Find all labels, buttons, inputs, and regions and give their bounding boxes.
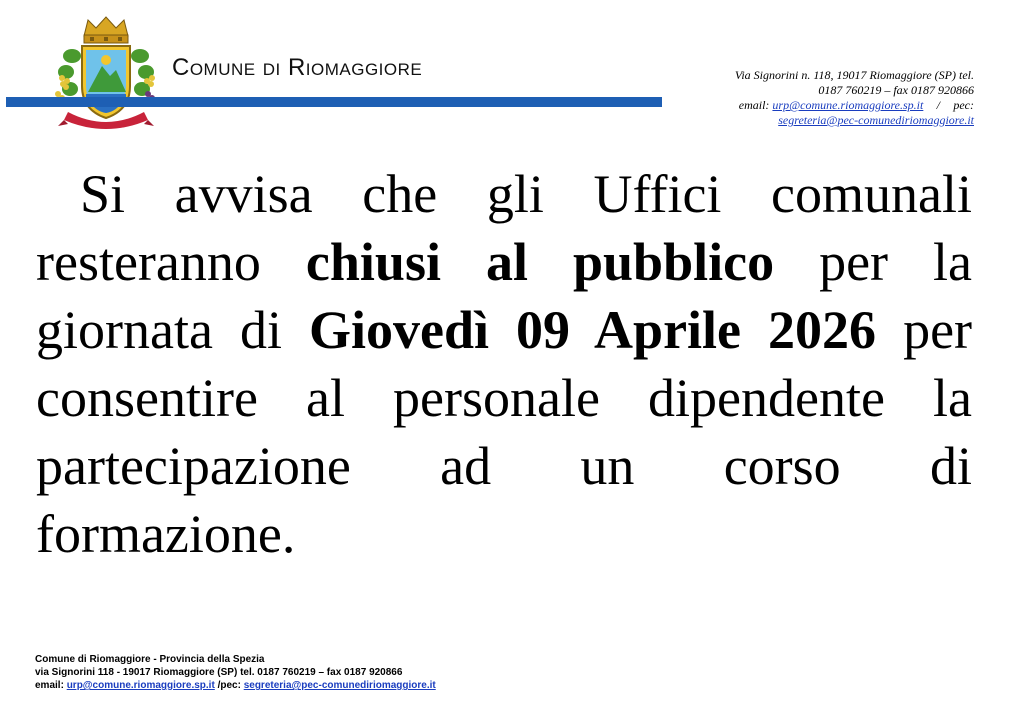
header-email-link[interactable]: urp@comune.riomaggiore.sp.it: [772, 98, 924, 112]
crown-icon: [84, 17, 128, 43]
notice-line-6: formazione.: [36, 504, 296, 564]
header-pec-row: [644, 113, 974, 128]
header-pec-label: pec:: [953, 98, 974, 112]
notice-emphasis-closed: chiusi al pubblico: [305, 232, 775, 292]
notice-text: per: [903, 300, 973, 360]
footer-email-link[interactable]: urp@comune.riomaggiore.sp.it: [66, 680, 215, 691]
header-email-row: [644, 98, 974, 113]
closure-notice: [36, 160, 972, 568]
notice-line-5: partecipazione ad un corso di: [36, 436, 972, 496]
footer-line-1: Comune di Riomaggiore - Provincia della Spezia: [35, 654, 265, 665]
coat-of-arms-icon: [50, 14, 162, 134]
header-contact-block: [644, 68, 974, 128]
footer-contact-block: [35, 653, 436, 692]
header-accent-bar: [6, 97, 662, 107]
notice-text: per la: [819, 232, 973, 292]
header-separator: /: [936, 98, 941, 112]
header-email-label: email:: [738, 98, 773, 112]
notice-emphasis-date: Giovedì 09 Aprile 2026: [308, 300, 877, 360]
footer-line-2: via Signorini 118 - 19017 Riomaggiore (SP) tel. 0187 760219 – fax 0187 920866: [35, 667, 403, 678]
footer-email-label: email:: [35, 680, 67, 691]
organization-name: Comune di Riomaggiore: [172, 54, 423, 81]
notice-text: giornata di: [36, 300, 282, 360]
header-address-line-1: Via Signorini n. 118, 19017 Riomaggiore (SP) tel.: [734, 68, 974, 82]
notice-text: resteranno: [36, 232, 261, 292]
notice-line-1: Si avvisa che gli Uffici comunali: [80, 164, 972, 224]
header-address-line-2: 0187 760219 – fax 0187 920866: [818, 83, 974, 97]
notice-line-2: [36, 228, 972, 296]
header-pec-link[interactable]: segreteria@pec-comunediriomaggiore.it: [778, 113, 974, 127]
footer-pec-label: /pec:: [214, 680, 244, 691]
footer-pec-link[interactable]: segreteria@pec-comunediriomaggiore.it: [243, 680, 436, 691]
notice-line-4: consentire al personale dipendente la: [36, 368, 972, 428]
notice-line-3: [36, 296, 972, 364]
footer-line-3: [35, 679, 436, 692]
